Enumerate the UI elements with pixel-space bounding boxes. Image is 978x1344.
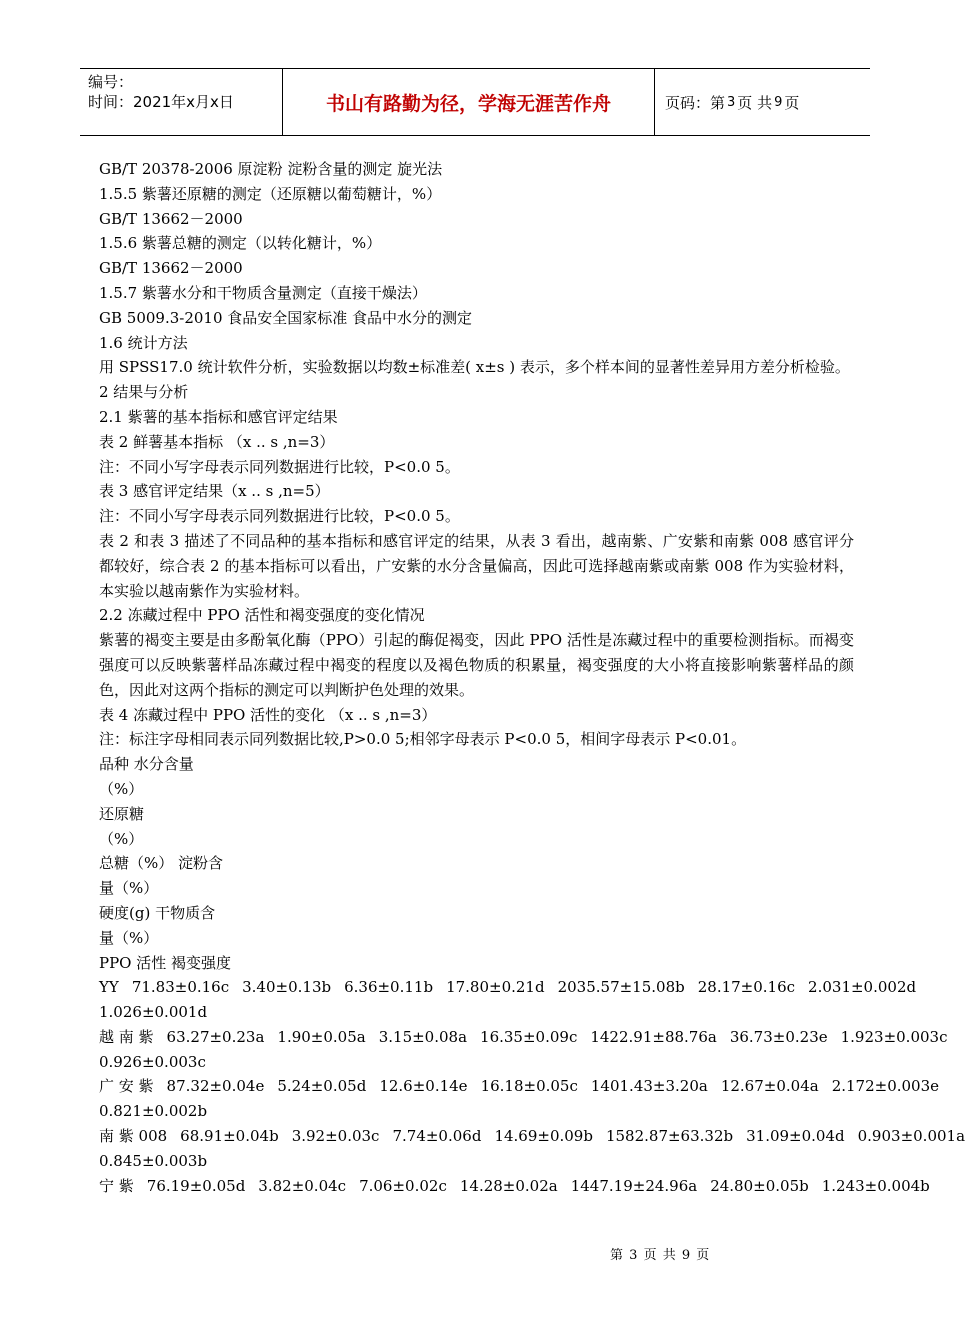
table-header-line: 总糖（%） 淀粉含 [99, 854, 224, 873]
table-header-line: （%） [99, 829, 144, 848]
table-cell: 17.80±0.21d [446, 978, 545, 997]
table-cell: 1582.87±63.32b [605, 1127, 734, 1146]
text-line: GB/T 20378-2006 原淀粉 淀粉含量的测定 旋光法 [99, 160, 443, 178]
table-header-line: PPO 活性 褐变强度 [99, 953, 232, 972]
page-header [80, 68, 870, 136]
table-cell: 3.40±0.13b [242, 978, 332, 997]
table-cell: 16.18±0.05c [480, 1077, 578, 1096]
table-cell: 12.6±0.14e [379, 1077, 468, 1096]
footer-page-current: 3 [629, 1248, 638, 1263]
table-note: 注：不同小写字母表示同列数据进行比较，P<0.0 5。 [99, 457, 460, 476]
table-row [99, 1124, 966, 1149]
table-body [99, 975, 966, 1198]
section-heading: 2 结果与分析 [99, 383, 189, 402]
table-header-line: （%） [99, 779, 144, 798]
section-heading: 2.1 紫薯的基本指标和感官评定结果 [99, 407, 338, 426]
header-page-total: 9 [774, 94, 783, 110]
table-cell: 2035.57±15.08b [557, 978, 685, 997]
table-cell: 2.172±0.003e [831, 1077, 940, 1096]
table-cell: 2.031±0.002d [808, 978, 917, 997]
table-cell: 0.903±0.001a [857, 1127, 966, 1146]
table-cell-wrap: 1.026±0.001d [99, 1003, 208, 1022]
table-cell: 7.74±0.06d [392, 1127, 482, 1146]
table-cell: 3.15±0.08a [378, 1027, 468, 1046]
table-cell: 12.67±0.04a [720, 1077, 819, 1096]
table-cell: 3.92±0.03c [291, 1127, 380, 1146]
header-page-number [655, 69, 870, 135]
table-cell: 7.06±0.02c [359, 1176, 447, 1195]
paragraph: 表 2 和表 3 描述了不同品种的基本指标和感官评定的结果，从表 3 看出，越南紫、广安紫和南紫 008 感官评分都较好，综合表 2 的基本指标可以看出，广安紫的水分含量偏高，因此可选择越南紫或南紫 008 作为实验材料，本实验以越南紫作为实验材料。 [99, 531, 854, 600]
table-caption: 表 4 冻藏过程中 PPO 活性的变化 （x .. s ,n=3） [99, 705, 437, 724]
text-line: GB 5009.3-2010 食品安全国家标准 食品中水分的测定 [99, 308, 473, 327]
table-cell: 87.32±0.04e [166, 1077, 265, 1096]
table-cell: 71.83±0.16c [131, 978, 230, 997]
footer-page-total: 9 [681, 1248, 691, 1263]
table-cell-wrap: 0.821±0.002b [99, 1102, 208, 1121]
table-cell: 宁 紫 [99, 1176, 134, 1195]
table-cell: 1.243±0.004b [821, 1176, 930, 1195]
table-cell: YY [99, 978, 119, 997]
table-cell: 南 紫 008 [99, 1127, 168, 1146]
section-heading: 1.5.5 紫薯还原糖的测定（还原糖以葡萄糖计，%） [99, 184, 442, 203]
table-header-line: 还原糖 [99, 804, 145, 823]
section-heading: 2.2 冻藏过程中 PPO 活性和褐变强度的变化情况 [99, 606, 425, 625]
table-caption: 表 2 鲜薯基本指标 （x .. s ,n=3） [99, 432, 335, 451]
table-header-line: 量（%） [99, 879, 159, 898]
page-footer [610, 1244, 709, 1263]
footer-prefix: 第 [610, 1248, 624, 1263]
table-cell: 5.24±0.05d [277, 1077, 367, 1096]
table-header-line: 品种 水分含量 [99, 755, 194, 774]
table-note: 注：标注字母相同表示同列数据比较,P>0.0 5;相邻字母表示 P<0.0 5，相间字母表示 P<0.01。 [99, 730, 747, 749]
table-cell: 1447.19±24.96a [570, 1176, 698, 1195]
header-page-mid: 页 共 [737, 93, 773, 112]
header-page-prefix: 页码：第 [665, 93, 726, 112]
table-header [99, 752, 854, 975]
document-date: 时间：2021年x月x日 [88, 93, 234, 111]
table-cell: 广 安 紫 [99, 1077, 154, 1096]
table-cell: 1422.91±88.76a [590, 1027, 717, 1046]
table-cell: 6.36±0.11b [344, 978, 434, 997]
table-header-line: 硬度(g) 干物质含 [99, 903, 216, 922]
section-heading: 1.6 统计方法 [99, 333, 188, 352]
table-row [99, 1025, 948, 1050]
table-cell: 68.91±0.04b [180, 1127, 279, 1146]
table-cell: 31.09±0.04d [746, 1127, 845, 1146]
header-motto: 书山有路勤为径，学海无涯苦作舟 [282, 69, 655, 135]
section-heading: 1.5.7 紫薯水分和干物质含量测定（直接干燥法） [99, 283, 427, 302]
table-cell-wrap: 0.926±0.003c [99, 1052, 206, 1071]
table-cell: 63.27±0.23a [166, 1027, 265, 1046]
footer-mid: 页 共 [643, 1248, 676, 1263]
table-cell: 14.69±0.09b [494, 1127, 593, 1146]
table-note: 注：不同小写字母表示同列数据进行比较，P<0.0 5。 [99, 507, 460, 526]
document-body [99, 157, 966, 1198]
header-page-suffix: 页 [784, 93, 800, 112]
paragraph: 用 SPSS17.0 统计软件分析，实验数据以均数±标准差( x±s ) 表示，多个样本间的显著性差异用方差分析检验。 [99, 358, 850, 377]
table-header-line: 量（%） [99, 928, 159, 947]
table-cell: 24.80±0.05b [710, 1176, 809, 1195]
paragraph: 紫薯的褐变主要是由多酚氧化酶（PPO）引起的酶促褐变，因此 PPO 活性是冻藏过程中的重要检测指标。而褐变强度可以反映紫薯样品冻藏过程中褐变的程度以及褐色物质的积累量，褐变强度的大小将直接影响紫薯样品的颜色，因此对这两个指标的测定可以判断护色处理的效果。 [99, 631, 854, 699]
table-cell: 76.19±0.05d [146, 1176, 246, 1195]
table-caption: 表 3 感官评定结果（x .. s ,n=5） [99, 482, 330, 501]
header-meta [80, 69, 282, 135]
table-cell: 14.28±0.02a [459, 1176, 558, 1195]
section-heading: 1.5.6 紫薯总糖的测定（以转化糖计，%） [99, 234, 382, 253]
table-row [99, 1074, 940, 1099]
table-cell: 1.90±0.05a [277, 1027, 366, 1046]
header-page-current: 3 [727, 94, 736, 110]
table-cell: 1401.43±3.20a [590, 1077, 708, 1096]
table-cell: 16.35±0.09c [480, 1027, 578, 1046]
table-cell: 越 南 紫 [99, 1027, 154, 1046]
table-cell: 3.82±0.04c [258, 1176, 347, 1195]
document-code: 编号： [88, 73, 134, 91]
table-cell: 28.17±0.16c [697, 978, 796, 997]
text-line: GB/T 13662－2000 [99, 209, 243, 228]
table-row [99, 1174, 930, 1199]
table-row [99, 975, 917, 1000]
footer-suffix: 页 [696, 1248, 710, 1263]
table-cell: 36.73±0.23e [729, 1027, 828, 1046]
text-line: GB/T 13662－2000 [99, 259, 243, 278]
table-cell-wrap: 0.845±0.003b [99, 1151, 208, 1170]
table-cell: 1.923±0.003c [840, 1027, 948, 1046]
